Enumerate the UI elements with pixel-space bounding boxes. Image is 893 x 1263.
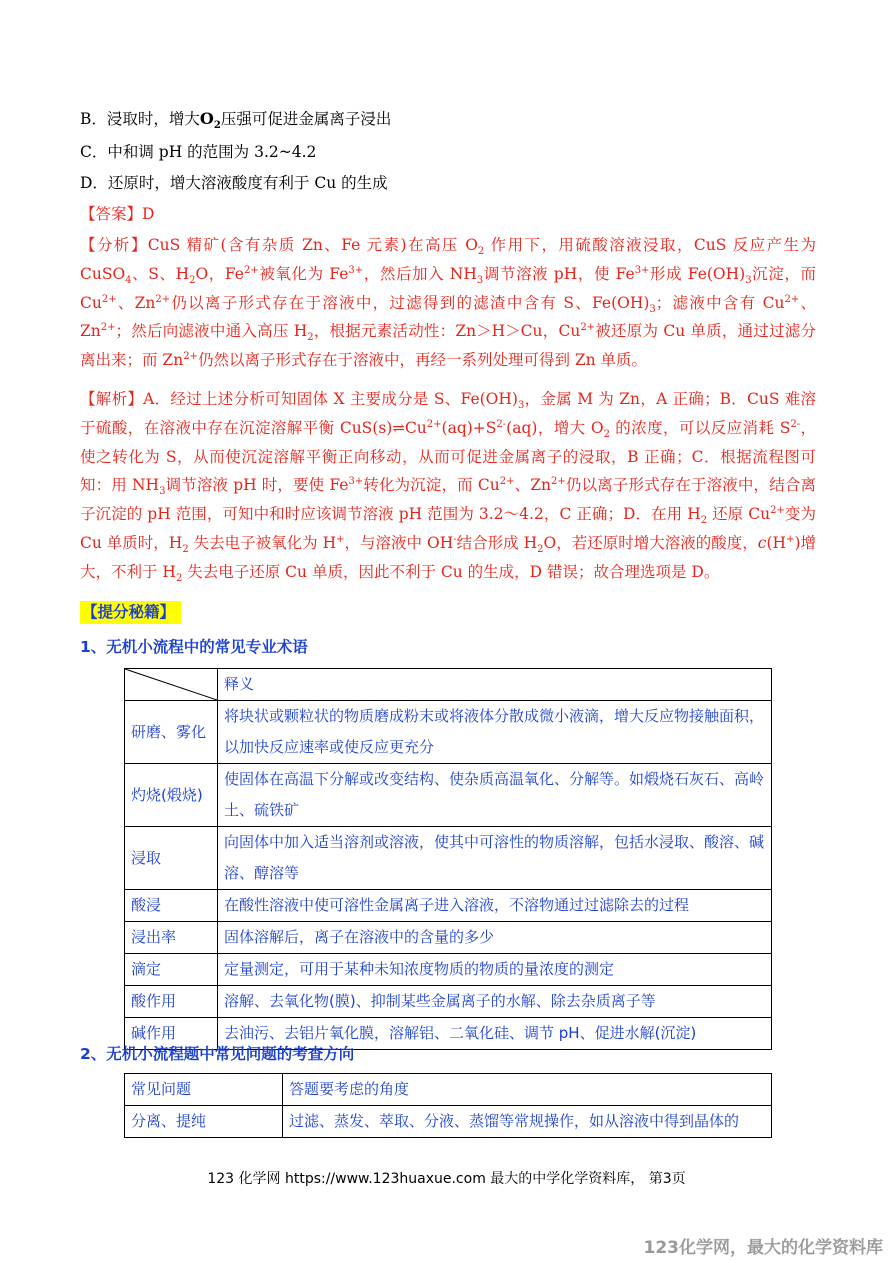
analysis-segment: 仍以离子形式存在于溶液中，过滤得到的滤渣中含有 S、Fe(OH) — [170, 293, 650, 312]
solution-segment: 的浓度，可以反应消耗 S — [609, 418, 791, 437]
solution-segment: 2+ — [551, 476, 566, 488]
questions-table — [124, 1073, 772, 1138]
table-row — [125, 890, 772, 922]
solution-segment: + — [336, 533, 345, 545]
term-cell: 酸浸 — [125, 890, 218, 922]
analysis-segment: 3+ — [634, 264, 650, 276]
solution-segment: c — [757, 533, 767, 552]
solution-segment: ，使之转化为 S，从而使沉淀溶解平衡正向移动，从而可促进金属离子的浸取，B 正确；C．根据流程图可知：用 NH — [80, 418, 816, 495]
diagonal-header-cell — [125, 669, 218, 701]
analysis-segment: 、Zn — [116, 293, 156, 312]
solution-segment: 2 — [537, 544, 544, 556]
solution-segment: 2+ — [499, 476, 515, 488]
solution-text — [80, 390, 816, 584]
header-definition: 释义 — [218, 669, 772, 701]
table-row — [125, 827, 772, 890]
section1-title: 1、无机小流程中的常见专业术语 — [80, 638, 308, 656]
terms-header-row — [125, 669, 772, 701]
definition-cell: 将块状或颗粒状的物质磨成粉末或将液体分散成微小液滴，增大反应物接触面积，以加快反应速率或使反应更充分 — [218, 701, 772, 764]
term-cell: 灼烧(煅烧) — [125, 764, 218, 827]
solution-segment: 2 — [700, 515, 708, 527]
analysis-segment: 2+ — [243, 264, 259, 276]
terms-table — [124, 668, 772, 1050]
definition-cell: 固体溶解后，离子在溶液中的含量的多少 — [218, 922, 772, 954]
analysis-segment: 2 — [477, 246, 485, 258]
analysis-segment: 3 — [476, 274, 484, 286]
solution-segment: 2 — [175, 572, 183, 584]
analysis-segment: 被还原为 Cu 单质，通过过滤分离出来；而 Zn — [80, 322, 816, 370]
solution-segment: 3 — [517, 400, 525, 412]
analysis-paragraph — [80, 231, 816, 375]
solution-segment: 仍以离子形式存在于溶液中，结合离子沉淀的 pH 范围，可知中和时应该调节溶液 pH 范围为 3.2～4.2，C 正确；D．在用 H — [80, 476, 816, 524]
solution-label: 【解析】 — [80, 390, 144, 408]
definition-cell: 定量测定，可用于某种未知浓度物质的物质的量浓度的测定 — [218, 954, 772, 986]
solution-segment: 2- — [496, 418, 507, 430]
analysis-segment: ，然后加入 NH — [363, 264, 477, 283]
solution-segment: (aq)，增大 O — [506, 418, 604, 437]
solution-segment: 结合形成 H — [456, 533, 538, 552]
analysis-segment: 形成 Fe(OH) — [649, 264, 746, 283]
analysis-segment: 2+ — [155, 293, 171, 305]
solution-segment: A．经过上述分析可知固体 X 主要成分是 S、Fe(OH) — [143, 390, 518, 408]
table-row — [125, 1106, 772, 1138]
solution-segment: 2+ — [426, 418, 442, 430]
solution-segment: 还原 Cu — [707, 505, 771, 524]
section2-title: 2、无机小流程题中常见问题的考查方向 — [80, 1045, 355, 1063]
term-cell: 酸作用 — [125, 986, 218, 1018]
solution-segment: O，若还原时增大溶液的酸度， — [543, 533, 758, 552]
analysis-segment: 、S、H — [131, 264, 190, 283]
question-cell: 分离、提纯 — [125, 1106, 283, 1138]
solution-segment: 失去电子被氧化为 H — [188, 533, 337, 552]
analysis-segment: 2+ — [183, 351, 198, 363]
table-row — [125, 954, 772, 986]
analysis-segment: 仍然以离子形式存在于溶液中，再经一系列处理可得到 Zn 单质。 — [197, 351, 648, 370]
definition-cell: 在酸性溶液中使可溶性金属离子进入溶液，不溶物通过过滤除去的过程 — [218, 890, 772, 922]
analysis-segment: O，Fe — [195, 264, 244, 283]
analysis-segment: 、Zn — [80, 293, 816, 341]
solution-segment: 转化为沉淀，而 Cu — [363, 476, 500, 495]
solution-segment: ⇌ — [392, 418, 405, 437]
analysis-segment: 2+ — [784, 293, 800, 305]
analysis-segment: 3+ — [348, 264, 364, 276]
table-row — [125, 922, 772, 954]
term-cell: 浸出率 — [125, 922, 218, 954]
solution-segment: - — [453, 533, 457, 545]
solution-segment: ，金属 M 为 Zn，A 正确；B．CuS 难溶于硫酸，在溶液中存在沉淀溶解平衡 CuS(s) — [80, 390, 816, 437]
solution-segment: Cu — [404, 418, 427, 437]
solution-segment: 2 — [182, 544, 189, 556]
analysis-segment: 被氧化为 Fe — [258, 264, 349, 283]
analysis-segment: 作用下，用硫酸溶液浸取，CuS 反应产生为 CuSO — [80, 236, 816, 283]
solution-segment: 2 — [603, 428, 610, 440]
analysis-segment: 2 — [307, 332, 314, 344]
solution-segment: 3 — [159, 486, 166, 498]
answer: 【答案】D — [80, 205, 155, 223]
questions-header-row — [125, 1074, 772, 1106]
solution-segment: 调节溶液 pH 时，要使 Fe — [165, 476, 349, 495]
o2-formula: $O_2$ — [199, 109, 221, 132]
option-c: C．中和调 pH 的范围为 3.2~4.2 — [80, 143, 317, 161]
solution-segment: (aq)+S — [441, 418, 497, 437]
analysis-segment: CuS 精矿(含有杂质 Zn、Fe 元素)在高压 O — [147, 236, 478, 254]
table-row — [125, 701, 772, 764]
angle-cell: 答题要考虑的角度 — [283, 1074, 772, 1106]
term-cell: 研磨、雾化 — [125, 701, 218, 764]
analysis-segment: 2+ — [100, 322, 116, 334]
solution-segment: )增大，不利于 H — [80, 533, 816, 581]
solution-segment: ，与溶液中 OH — [344, 533, 454, 552]
analysis-label: 【分析】 — [80, 236, 148, 254]
solution-segment: + — [786, 533, 795, 545]
solution-segment: 3+ — [348, 476, 364, 488]
analysis-segment: ，根据元素活动性：Zn＞H＞Cu，Cu — [313, 322, 581, 341]
term-cell: 碱作用 — [125, 1018, 218, 1050]
tips-heading: 【提分秘籍】 — [80, 601, 181, 624]
analysis-segment: 3 — [745, 274, 752, 286]
solution-segment: 2+ — [770, 505, 785, 517]
diagonal-line-icon — [125, 669, 217, 700]
term-cell: 滴定 — [125, 954, 218, 986]
question-cell: 常见问题 — [125, 1074, 283, 1106]
solution-segment: 变为 Cu 单质时，H — [80, 505, 816, 552]
analysis-segment: 沉淀，而 Cu — [80, 264, 816, 312]
option-b: B．浸取时，增大$O_2$压强可促进金属离子浸出 — [80, 109, 392, 132]
solution-segment: 、Zn — [514, 476, 551, 495]
definition-cell: 溶解、去氧化物(膜)、抑制某些金属离子的水解、除去杂质离子等 — [218, 986, 772, 1018]
analysis-segment: 4 — [125, 274, 132, 286]
analysis-segment: 2+ — [580, 322, 596, 334]
option-d: D．还原时，增大溶液酸度有利于 Cu 的生成 — [80, 174, 388, 192]
solution-segment: 2- — [790, 418, 801, 430]
angle-cell: 过滤、蒸发、萃取、分液、蒸馏等常规操作，如从溶液中得到晶体的 — [283, 1106, 772, 1138]
solution-segment: 失去电子还原 Cu 单质，因此不利于 Cu 的生成，D 错误；故合理选项是 D。 — [182, 562, 720, 581]
table-row — [125, 764, 772, 827]
analysis-segment: 3 — [649, 303, 656, 315]
analysis-segment: ；滤液中含有 Cu — [655, 293, 785, 312]
page-footer: 123 化学网 https://www.123huaxue.com 最大的中学化学资料库， 第3页 — [207, 1171, 686, 1187]
analysis-text — [80, 236, 816, 369]
table-row — [125, 986, 772, 1018]
definition-cell: 向固体中加入适当溶剂或溶液，使其中可溶性的物质溶解，包括水浸取、酸溶、碱溶、醇溶等 — [218, 827, 772, 890]
analysis-segment: ；然后向滤液中通入高压 H — [115, 322, 308, 341]
solution-paragraph — [80, 385, 816, 587]
watermark: 123化学网，最大的化学资料库 — [643, 1238, 883, 1258]
solution-segment: (H — [766, 533, 787, 552]
term-cell: 浸取 — [125, 827, 218, 890]
definition-cell: 去油污、去铝片氧化膜，溶解铝、二氧化硅、调节 pH、促进水解(沉淀) — [218, 1018, 772, 1050]
analysis-segment: 调节溶液 pH，使 Fe — [483, 264, 635, 283]
definition-cell: 使固体在高温下分解或改变结构、使杂质高温氧化、分解等。如煅烧石灰石、高岭土、硫铁矿 — [218, 764, 772, 827]
analysis-segment: 2 — [189, 274, 196, 286]
analysis-segment: 2+ — [101, 293, 117, 305]
